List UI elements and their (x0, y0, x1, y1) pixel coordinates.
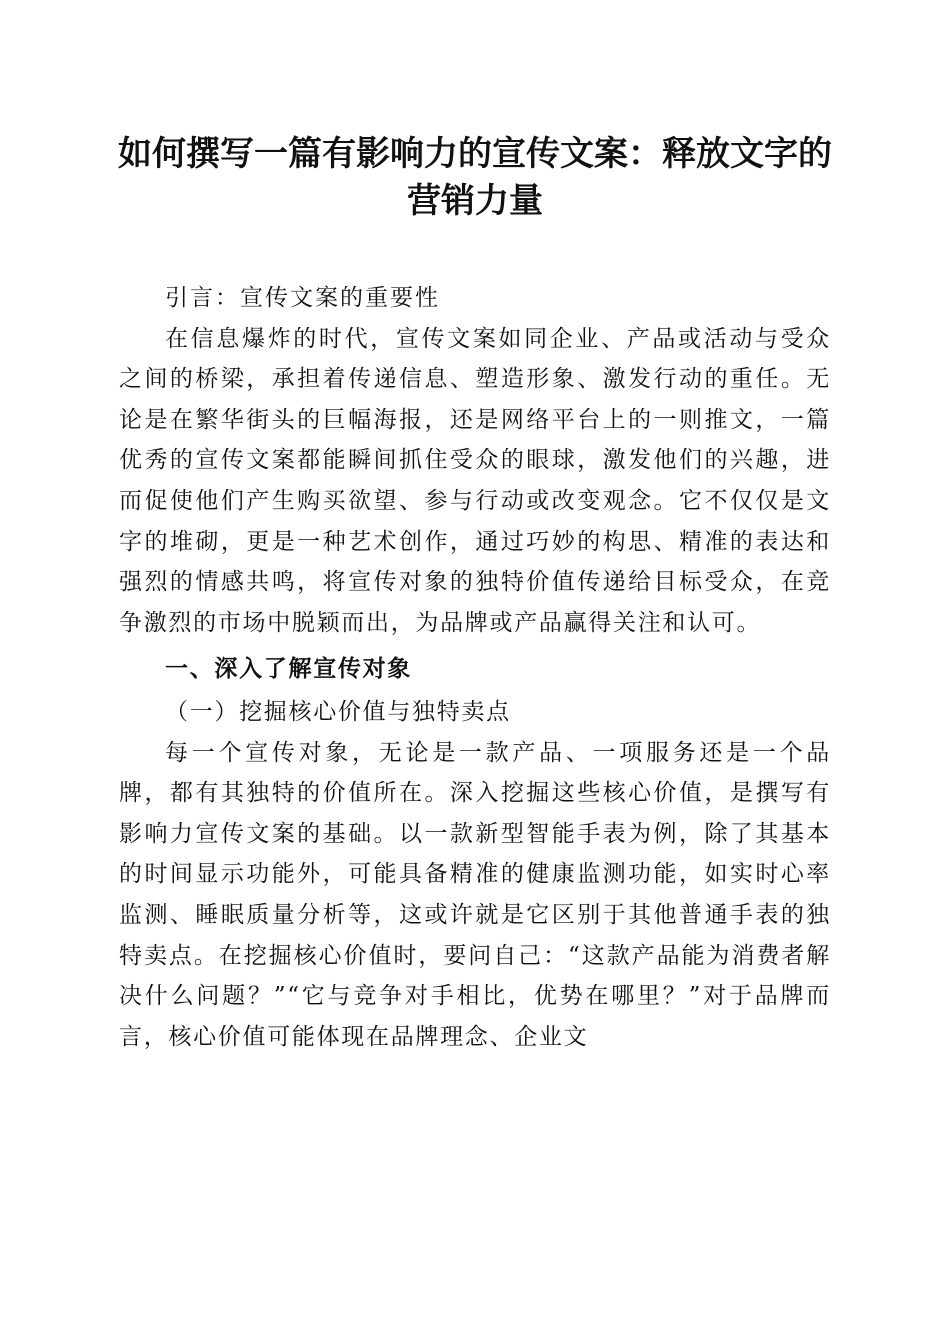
intro-paragraph: 在信息爆炸的时代，宣传文案如同企业、产品或活动与受众之间的桥梁，承担着传递信息、塑造形象、激发行动的重任。无论是在繁华街头的巨幅海报，还是网络平台上的一则推文，一篇优秀的宣传文案都能瞬间抓住受众的眼球，激发他们的兴趣，进而促使他们产生购买欲望、参与行动或改变观念。它不仅仅是文字的堆砌，更是一种艺术创作，通过巧妙的构思、精准的表达和强烈的情感共鸣，将宣传对象的独特价值传递给目标受众，在竞争激烈的市场中脱颖而出，为品牌或产品赢得关注和认可。 (119, 325, 831, 636)
subsection-paragraph-1: 每一个宣传对象，无论是一款产品、一项服务还是一个品牌，都有其独特的价值所在。深入挖掘这些核心价值，是撰写有影响力宣传文案的基础。以一款新型智能手表为例，除了其基本的时间显示功能外，可能具备精准的健康监测功能，如实时心率监测、睡眠质量分析等，这或许就是它区别于其他普通手表的独特卖点。在挖掘核心价值时，要问自己：“这款产品能为消费者解决什么问题？”“它与竞争对手相比，优势在哪里？”对于品牌而言，核心价值可能体现在品牌理念、企业文 (119, 739, 831, 1050)
intro-heading: 引言：宣传文案的重要性 (165, 285, 440, 311)
document-body (119, 278, 831, 1057)
subsection-heading-1: （一）挖掘核心价值与独特卖点 (165, 698, 511, 725)
section-heading-1: 一、深入了解宣传对象 (165, 656, 412, 683)
document-title: 如何撰写一篇有影响力的宣传文案：释放文字的营销力量 (118, 134, 832, 221)
